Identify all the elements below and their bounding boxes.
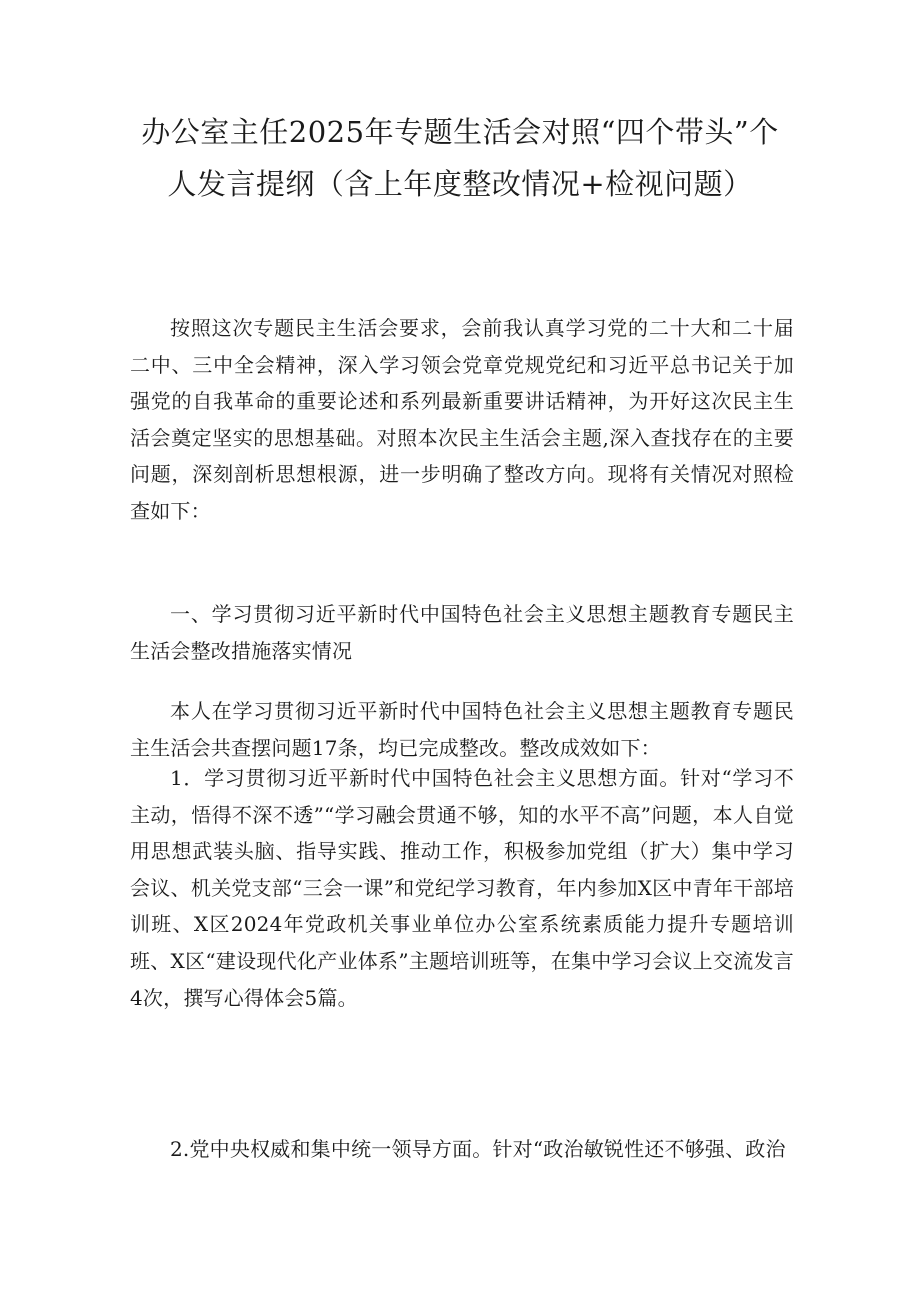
document-title: 办公室主任2025年专题生活会对照“四个带头”个人发言提纲（含上年度整改情况+检视问题） — [141, 115, 779, 201]
section-heading-one: 一、学习贯彻习近平新时代中国特色社会主义思想主题教育专题民主生活会整改措施落实情况 — [130, 602, 794, 663]
rectification-item-1: 1．学习贯彻习近平新时代中国特色社会主义思想方面。针对“学习不主动，悟得不深不透”“学习融会贯通不够，知的水平不高”问题，本人自觉用思想武装头脑、指导实践、推动工作，积极参加党组（扩大）集中学习会议、机关党支部“三会一课”和党纪学习教育，年内参加X区中青年干部培训班、X区2024年党政机关事业单位办公室系统素质能力提升专题培训班、X区“建设现代化产业体系”主题培训班等，在集中学习会议上交流发言4次，撰写心得体会5篇。 — [130, 766, 794, 1010]
intro-paragraph: 按照这次专题民主生活会要求，会前我认真学习党的二十大和二十届二中、三中全会精神，深入学习领会党章党规党纪和习近平总书记关于加强党的自我革命的重要论述和系列最新重要讲话精神，为开好这次民主生活会奠定坚实的思想基础。对照本次民主生活会主题,深入查找存在的主要问题，深刻剖析思想根源，进一步明确了整改方向。现将有关情况对照检查如下： — [130, 316, 794, 523]
rectification-item-2: 2.党中央权威和集中统一领导方面。针对“政治敏锐性还不够强、政治 — [170, 1137, 786, 1161]
section-summary-paragraph: 本人在学习贯彻习近平新时代中国特色社会主义思想主题教育专题民主生活会共查摆问题17条，均已完成整改。整改成效如下： — [130, 699, 794, 760]
